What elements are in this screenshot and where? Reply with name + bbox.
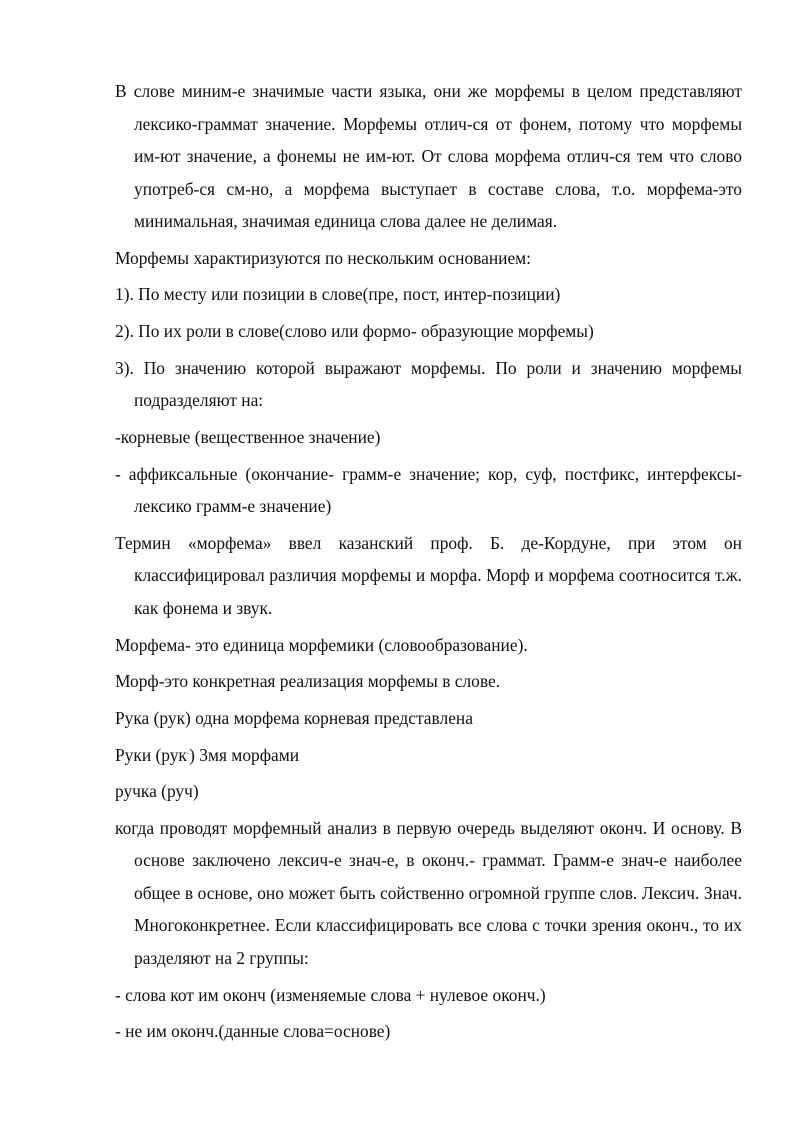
example-ruka: Рука (рук) одна морфема корневая представлена	[115, 707, 473, 728]
list-item-with-ending: - слова кот им оконч (изменяемые слова + нулевое оконч.)	[115, 984, 546, 1005]
list-item-2: 2). По их роли в слове(слово или формо- образующие морфемы)	[115, 321, 594, 342]
document-body	[115, 75, 742, 1052]
list-item-3: 3). По значению которой выражают морфемы. По роли и значению морфемы подразделяют на:	[115, 357, 742, 411]
example-ruki-before: Руки (рук	[115, 744, 187, 765]
example-ruki-after: ) 3мя морфами	[189, 744, 300, 765]
list-item-affix: - аффиксальные (окончание- грамм-е значение; кор, суф, постфикс, интерфексы-лексико грамм-е значение)	[115, 463, 742, 517]
list-item-root: -корневые (вещественное значение)	[115, 426, 381, 447]
paragraph-intro: В слове миним-е значимые части языка, они же морфемы в целом представляют лексико-граммат значение. Морфемы отлич-ся от фонем, потому что морфемы им-ют значение, а фонемы не им-ют. От слова морфема отлич-ся тем что слово употреб-ся см-но, а морфема выступает в составе слова, т.о. морфема-это минимальная, значимая единица слова далее не делимая.	[115, 81, 742, 231]
example-ruki	[115, 739, 742, 772]
paragraph-morpheme-def: Морфема- это единица морфемики (словообразование).	[115, 634, 528, 655]
paragraph-term: Термин «морфема» ввел казанский проф. Б. де-Кордуне, при этом он классифицировал различия морфемы и морфа. Морф и морфема соотносится т.ж. как фонема и звук.	[115, 532, 742, 618]
paragraph-analysis: когда проводят морфемный анализ в первую очередь выделяют оконч. И основу. В основе заключено лексич-е знач-е, в оконч.- граммат. Грамм-е знач-е наиболее общее в основе, оно может быть сойственно огромной группе слов. Лексич. Знач. Многоконкретнее. Если классифицировать все слова с точки зрения оконч., то их разделяют на 2 группы:	[115, 817, 742, 968]
paragraph-morph-def: Морф-это конкретная реализация морфемы в слове.	[115, 671, 501, 692]
example-ruki-superscript: .	[186, 745, 190, 756]
example-ruchka: ручка (руч)	[115, 781, 199, 802]
paragraph-criteria: Морфемы характиризуются по нескольким основанием:	[115, 247, 532, 268]
list-item-without-ending: - не им оконч.(данные слова=основе)	[115, 1021, 391, 1042]
list-item-1: 1). По месту или позиции в слове(пре, пост, интер-позиции)	[115, 284, 561, 305]
